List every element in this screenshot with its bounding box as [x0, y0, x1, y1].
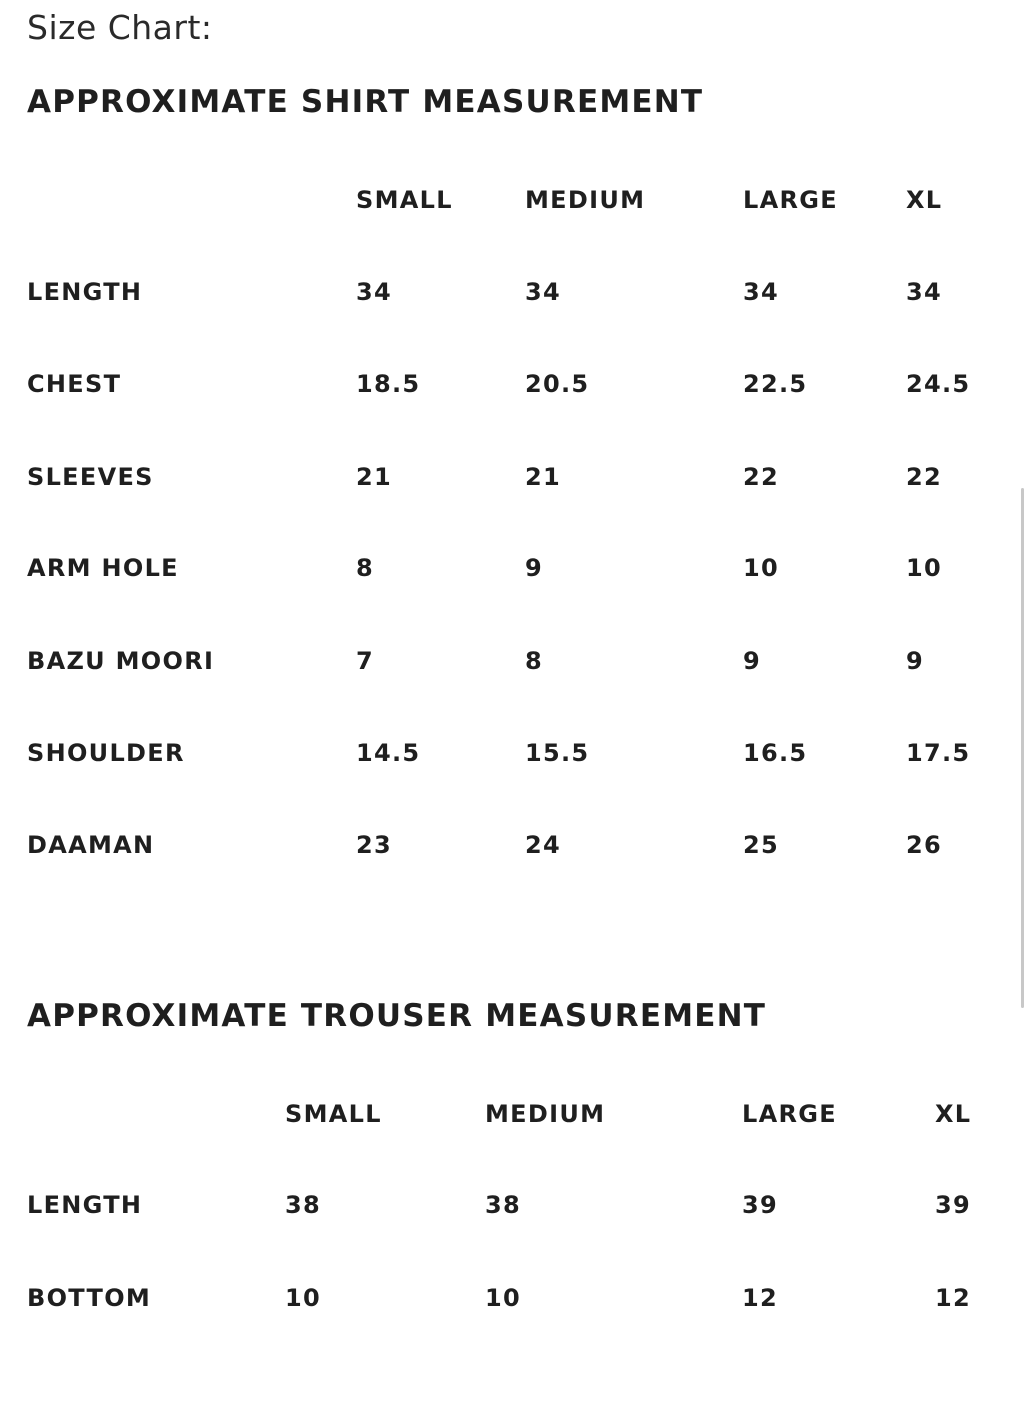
cell-xl: 17.5 — [906, 739, 971, 767]
cell-xl: 12 — [935, 1284, 971, 1312]
cell-small: 23 — [356, 831, 392, 859]
trouser-header-medium: MEDIUM — [485, 1100, 606, 1128]
cell-large: 34 — [743, 278, 779, 306]
cell-xl: 39 — [935, 1191, 971, 1219]
cell-small: 14.5 — [356, 739, 421, 767]
cell-xl: 9 — [906, 647, 924, 675]
size-chart-intro: Size Chart: — [27, 8, 213, 47]
row-label: SLEEVES — [27, 463, 154, 491]
cell-xl: 26 — [906, 831, 942, 859]
cell-medium: 8 — [525, 647, 543, 675]
trouser-header-small: SMALL — [285, 1100, 382, 1128]
cell-large: 16.5 — [743, 739, 808, 767]
cell-xl: 34 — [906, 278, 942, 306]
cell-medium: 10 — [485, 1284, 521, 1312]
row-label: CHEST — [27, 370, 122, 398]
cell-small: 38 — [285, 1191, 321, 1219]
cell-small: 7 — [356, 647, 374, 675]
cell-medium: 21 — [525, 463, 561, 491]
cell-xl: 22 — [906, 463, 942, 491]
cell-small: 10 — [285, 1284, 321, 1312]
cell-small: 21 — [356, 463, 392, 491]
cell-large: 9 — [743, 647, 761, 675]
cell-large: 22 — [743, 463, 779, 491]
cell-large: 12 — [742, 1284, 778, 1312]
shirt-section-title: APPROXIMATE SHIRT MEASUREMENT — [27, 84, 704, 120]
row-label: BOTTOM — [27, 1284, 152, 1312]
shirt-header-medium: MEDIUM — [525, 186, 646, 214]
cell-xl: 24.5 — [906, 370, 971, 398]
cell-small: 34 — [356, 278, 392, 306]
cell-small: 18.5 — [356, 370, 421, 398]
cell-large: 10 — [743, 554, 779, 582]
shirt-header-large: LARGE — [743, 186, 838, 214]
row-label: BAZU MOORI — [27, 647, 215, 675]
cell-large: 39 — [742, 1191, 778, 1219]
row-label: DAAMAN — [27, 831, 155, 859]
cell-medium: 20.5 — [525, 370, 590, 398]
cell-medium: 34 — [525, 278, 561, 306]
trouser-header-large: LARGE — [742, 1100, 837, 1128]
cell-medium: 38 — [485, 1191, 521, 1219]
cell-large: 25 — [743, 831, 779, 859]
cell-medium: 24 — [525, 831, 561, 859]
cell-small: 8 — [356, 554, 374, 582]
row-label: ARM HOLE — [27, 554, 179, 582]
trouser-header-xl: XL — [935, 1100, 972, 1128]
shirt-header-small: SMALL — [356, 186, 453, 214]
row-label: LENGTH — [27, 1191, 143, 1219]
cell-xl: 10 — [906, 554, 942, 582]
trouser-section-title: APPROXIMATE TROUSER MEASUREMENT — [27, 998, 767, 1034]
row-label: LENGTH — [27, 278, 143, 306]
cell-medium: 15.5 — [525, 739, 590, 767]
cell-medium: 9 — [525, 554, 543, 582]
shirt-header-xl: XL — [906, 186, 943, 214]
cell-large: 22.5 — [743, 370, 808, 398]
row-label: SHOULDER — [27, 739, 185, 767]
